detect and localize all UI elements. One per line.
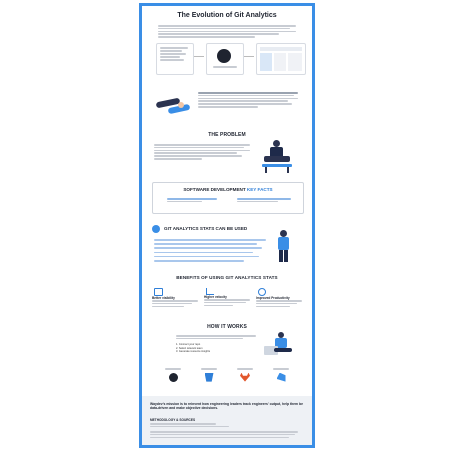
- how-it-works-title: HOW IT WORKS: [207, 324, 247, 330]
- timeline-connector-2: [244, 56, 254, 57]
- timeline-connector-1: [194, 56, 204, 57]
- integration-gitlab: [236, 368, 254, 382]
- how-it-works-steps: [176, 343, 260, 354]
- stats-icon: [152, 225, 160, 233]
- productivity-icon: [258, 288, 266, 296]
- azure-icon: [277, 373, 286, 382]
- benefit-3-label: Improved Productivity: [256, 296, 290, 300]
- integrations-row: [156, 368, 306, 390]
- integration-bitbucket: [200, 368, 218, 382]
- gitlab-icon: [240, 373, 250, 382]
- infographic-frame: [139, 3, 315, 448]
- screenshot-card-3: [256, 43, 306, 75]
- page-title: The Evolution of Git Analytics: [177, 12, 277, 19]
- integration-azure: [272, 368, 290, 382]
- key-facts-title-main: SOFTWARE DEVELOPMENT: [183, 187, 247, 192]
- visibility-icon: [154, 288, 163, 296]
- github-icon: [169, 373, 178, 382]
- benefits-row: [152, 288, 302, 314]
- benefit-1-label: Better visibility: [152, 296, 175, 300]
- bitbucket-icon: [205, 373, 214, 382]
- step-3: 3. Generate resource insights: [176, 350, 211, 354]
- benefit-2: [204, 288, 250, 306]
- step-1: 1. Connect your repo: [176, 343, 201, 346]
- step-2: 2. Select relevant team: [176, 346, 203, 350]
- mission-band: [142, 396, 312, 445]
- screenshot-card-1: [156, 43, 194, 75]
- velocity-icon: [206, 288, 214, 295]
- methodology-sources: [150, 423, 260, 427]
- waydev-paragraph: [198, 92, 298, 108]
- methodology-note: [150, 431, 298, 438]
- problem-title: THE PROBLEM: [208, 132, 246, 138]
- how-it-works-illustration: [264, 332, 296, 358]
- benefit-2-label: Higher velocity: [204, 295, 227, 299]
- problem-illustration: [260, 140, 296, 174]
- stats-title: GIT ANALYTICS STATS CAN BE USED: [164, 226, 248, 231]
- key-fact-1: [167, 198, 217, 202]
- benefit-1: [152, 288, 198, 307]
- key-facts-title: [153, 187, 303, 192]
- problem-paragraph: [154, 144, 250, 160]
- key-fact-2: [237, 198, 291, 202]
- hands-illustration: [148, 88, 196, 122]
- mission-text: Waydev's mission is to reinvent how engineering leaders track engineers' output, help them be data-driven and make objective decisions.: [150, 402, 303, 411]
- screenshot-card-2: [206, 43, 244, 75]
- infographic-content: [148, 12, 306, 441]
- copyright-line: [200, 446, 240, 448]
- stats-list: [154, 239, 266, 262]
- integration-github: [164, 368, 182, 382]
- benefits-title: BENEFITS OF USING GIT ANALYTICS STATS: [176, 275, 278, 280]
- key-facts-box: [152, 182, 304, 214]
- methodology-title: METHODOLOGY & SOURCES: [150, 418, 196, 422]
- dark-circle-icon: [217, 49, 231, 63]
- key-facts-title-accent: KEY FACTS: [246, 187, 273, 192]
- intro-paragraph: [158, 25, 296, 38]
- benefit-3: [256, 288, 302, 307]
- stats-illustration: [272, 230, 298, 262]
- how-it-works-intro: [176, 335, 256, 339]
